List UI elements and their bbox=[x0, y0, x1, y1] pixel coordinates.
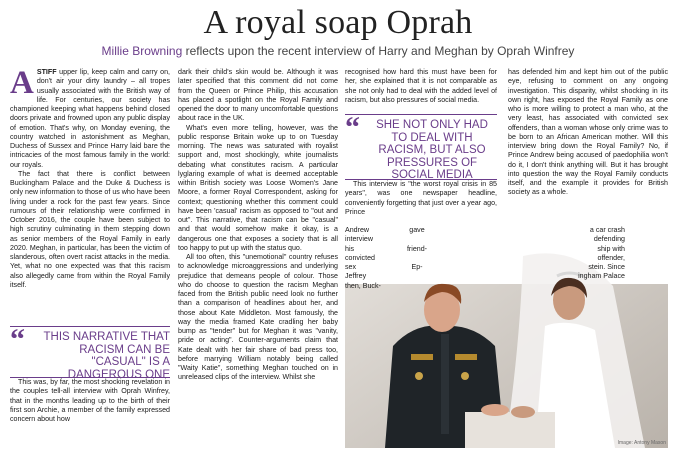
article-column-4 bbox=[508, 68, 668, 198]
article-column-1-continued bbox=[10, 378, 170, 424]
article-column-3 bbox=[345, 68, 497, 105]
paragraph bbox=[10, 65, 170, 170]
wrap-line: defending bbox=[593, 235, 625, 244]
wrap-line: Jeffrey bbox=[345, 272, 367, 281]
wrap-line: ingham Palace bbox=[578, 272, 625, 281]
wrap-line: stein. Since bbox=[588, 263, 625, 271]
wrap-line: his bbox=[345, 244, 355, 253]
wrap-text-right bbox=[560, 226, 625, 282]
article-column-2 bbox=[178, 68, 338, 383]
article-column-3-continued bbox=[345, 180, 497, 217]
wrap-line: a car crash bbox=[589, 226, 625, 234]
pull-quote-2 bbox=[345, 111, 497, 181]
wrap-line: ship with bbox=[597, 244, 625, 253]
standfirst-text: reflects upon the recent interview of Harry and Meghan by Oprah Winfrey bbox=[182, 44, 575, 58]
paragraph: recognised how hard this must have been for her, she explained that it is not comparable as she not only had to deal with the added level of racism, but also pressures of social media. bbox=[345, 68, 497, 104]
wrap-line: Ep- bbox=[411, 263, 423, 271]
wrap-line: interview bbox=[345, 235, 373, 244]
standfirst bbox=[0, 44, 676, 58]
quote-mark-icon: “ bbox=[10, 323, 25, 356]
paragraph: has defended him and kept him out of the public eye, refusing to comment on any ongoing investigation. This disparity, whilst shocking in its own right, has exposed the Royal Family as one who is more willing to protect a man who, at the very least, has associated with convicted sex offenders, than a woman whose only crime was to be born to an African American mother. Will this interview bring down the Royal Family? No, if Prince Andrew being accused of paedophilia won't do it, I don't think anything will. But it has brought into question the way the Royal Family conducts itself, and the example it provides for British society as a whole. bbox=[508, 68, 668, 197]
paragraph-text: upper lip, keep calm and carry on, don't air your dirty laundry – all tropes usually associated with the British way of life. For centuries, our society has championed keeping what happens behind closed doors private and frowned upon any public display of emotion. That's why, on Monday evening, the country watched in astonishment as Meghan, Duchess of Sussex and Prince Harry laid bare the intricacies of the most famous family in the world: our royals. bbox=[10, 68, 170, 169]
drop-cap: A bbox=[10, 65, 34, 101]
wrap-line: offender, bbox=[597, 253, 625, 262]
article-column-1 bbox=[10, 65, 170, 290]
photo-credit: Image: Antony Mason bbox=[617, 440, 666, 446]
paragraph: This was, by far, the most shocking revelation in the couples tell-all interview with Oprah Winfrey, that in the months leading up to the birth of their first son Archie, a member of the family expressed concern about how bbox=[10, 378, 170, 423]
wrap-line: gave bbox=[409, 226, 425, 234]
wrap-text-left bbox=[345, 226, 387, 291]
lead-word: STIFF bbox=[36, 68, 57, 76]
pull-quote-text: SHE NOT ONLY HAD TO DEAL WITH RACISM, BUT ALSO PRESSURES OF SOCIAL MEDIA bbox=[376, 119, 488, 181]
quote-mark-icon: “ bbox=[345, 111, 360, 144]
wrap-line: convicted sex bbox=[345, 253, 375, 271]
wrap-line: Andrew bbox=[345, 226, 370, 234]
paragraph: All too often, this "unemotional" country refuses to acknowledge microaggressions and underlying prejudice that demeans people of colour. Those who do choose to question the racism Meghan faced from the British public need look no further than a comparison of headlines about her, and those about Kate Middleton. Most famously, the way the media framed Kate cradling her baby bump as "tender" but for Meghan it was "vanity, pride or acting". Counter-arguments claim that Kate dealt with her fair share of bad press too, before marrying William notably being called "Waity Katie", something Meghan touched on in unreleased clips of the interview. Whilst she bbox=[178, 253, 338, 382]
wrap-line: then, Buck- bbox=[345, 281, 381, 290]
paragraph: What's even more telling, however, was the public response Britain woke up to on Tuesday morning. The news was saturated with royalist support and, most shockingly, white journalists debating what constitutes racism. A particular lyglaring example of what is deemed acceptable within British society was Loose Women's Jane Moore, a former Royal Correspondent, asking for context; questioning whether this comment could have been 'casual' racism as opposed to "out and out". This narrative, that racism can be "casual" and that would somehow make it okay, is a dangerous one that exposes a society that is all too happy to put up with the status quo. bbox=[178, 123, 338, 252]
author-name: Millie Browning bbox=[101, 44, 183, 58]
pull-quote-1 bbox=[10, 323, 170, 381]
pull-quote-text: THIS NARRATIVE THAT RACISM CAN BE "CASUAL" IS A DANGEROUS ONE bbox=[43, 331, 170, 381]
wrap-text-mid bbox=[398, 226, 436, 272]
paragraph: dark their child's skin would be. Although it was later specified that this comment did not come from the Queen or Prince Philip, this accusation has placed a spotlight on the Royal Family and opened the door to many uncomfortable questions about race in the UK. bbox=[178, 68, 338, 123]
wrap-line: friend- bbox=[406, 244, 428, 253]
headline: A royal soap Oprah bbox=[203, 4, 473, 41]
paragraph: This interview is "the worst royal crisis in 85 years", was one newspaper headline, conveniently forgetting that just over a year ago, Prince bbox=[345, 180, 497, 216]
paragraph: The fact that there is conflict between Buckingham Palace and the Duke & Duchess is only new information to those of us who have been living under a rock for the past few years. Since rumours of their relationship were confirmed in October 2016, the couple have been subject to high scrutiny culminating in them stepping down as senior members of the Royal Family in early 2020. Meghan, in particular, has been the victim of slanderous, often overt racist attacks in the media. Yet, what no one expected was that this racism also allegedly came from within the Royal Family itself. bbox=[10, 169, 170, 289]
